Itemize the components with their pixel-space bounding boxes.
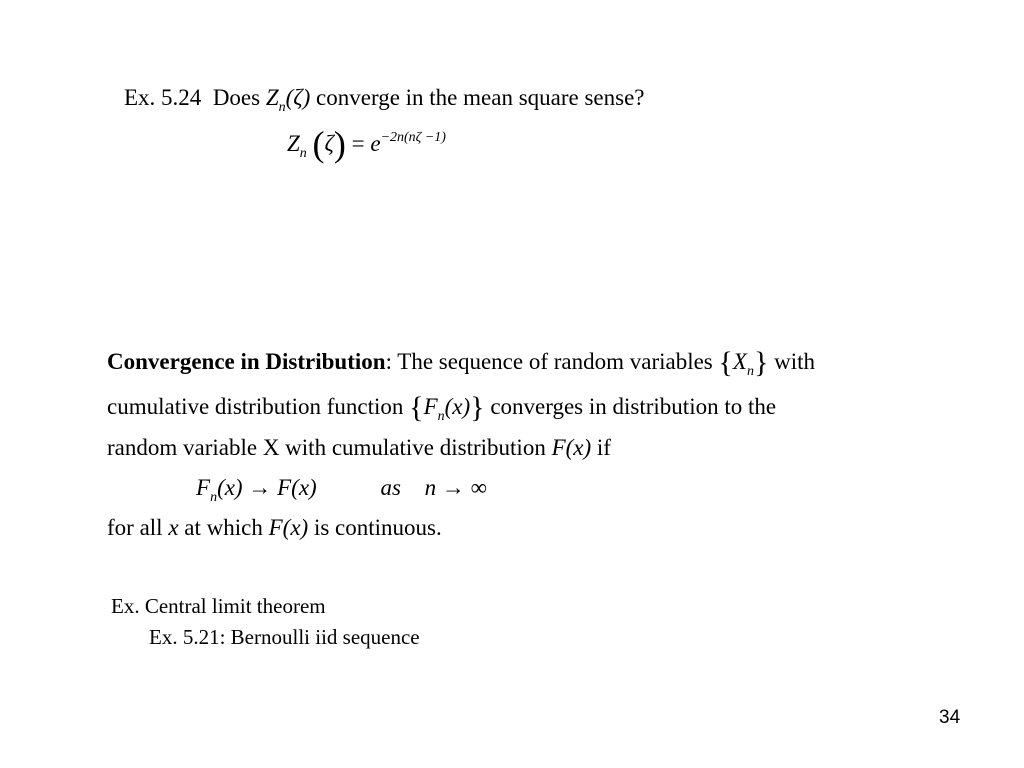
line5-f: F [268, 515, 283, 540]
right-brace-2: } [470, 391, 485, 424]
limit-n-subscript: n [210, 490, 218, 505]
line2-text: cumulative distribution function [107, 394, 404, 419]
eq-left-paren: ( [312, 124, 325, 164]
z-symbol: Z [265, 85, 279, 110]
fn-f: F [423, 394, 438, 419]
line3-f: F [551, 435, 566, 460]
page-number: 34 [939, 707, 961, 728]
eq-z: Z [287, 131, 300, 156]
xn-x: X [732, 349, 747, 374]
definition-line-3 [107, 436, 611, 459]
with-text: with [774, 349, 816, 374]
line5-x: x [168, 515, 179, 540]
line5-arg: (x) [282, 515, 309, 540]
question-rest: converge in the mean square sense? [316, 85, 645, 110]
limit-F: F [277, 475, 292, 500]
example-label: Ex. 5.24 [124, 85, 202, 110]
fn-arg: (x) [444, 394, 471, 419]
definition-line-2 [107, 391, 777, 424]
limit-arg2: (x) [291, 475, 317, 500]
line3-if: if [596, 435, 611, 460]
example-clt: Ex. Central limit theorem [111, 594, 326, 618]
n-subscript: n [278, 100, 286, 115]
limit-arrow: → [248, 475, 272, 500]
example-524-question [124, 85, 645, 115]
eq-equals: = [351, 131, 365, 156]
line3-text: random variable X with cumulative distribution [107, 435, 546, 460]
limit-arg: (x) [217, 475, 243, 500]
limit-arrow2: → [441, 475, 465, 500]
line3-arg: (x) [565, 435, 592, 460]
limit-statement [196, 475, 488, 505]
definition-intro: : The sequence of random variables [385, 349, 713, 374]
for-all-text: for all [107, 515, 163, 540]
line2-rest: converges in distribution to the [490, 394, 777, 419]
xn-subscript: n [746, 364, 754, 379]
does-text: Does [212, 85, 261, 110]
eq-exponent: −2n(nζ −1) [380, 130, 446, 145]
limit-fn: F [196, 475, 211, 500]
example-bernoulli: Ex. 5.21: Bernoulli iid sequence [149, 625, 420, 649]
limit-as: as [380, 475, 401, 500]
line5-rest: is continuous. [313, 515, 442, 540]
at-which-text: at which [184, 515, 263, 540]
zn-equation [287, 124, 446, 164]
definition-line-5 [107, 516, 442, 539]
right-brace: } [753, 346, 769, 379]
left-brace-2: { [409, 391, 424, 424]
limit-infinity: ∞ [470, 475, 488, 500]
definition-line-1 [107, 346, 816, 379]
zeta-argument: (ζ) [285, 85, 311, 110]
eq-right-paren: ) [333, 124, 346, 164]
eq-zeta: ζ [324, 131, 334, 156]
limit-n2: n [424, 475, 437, 500]
definition-term: Convergence in Distribution [107, 349, 386, 374]
fn-subscript: n [437, 409, 445, 424]
eq-n-subscript: n [299, 146, 307, 161]
left-brace: { [718, 346, 733, 379]
eq-base-e: e [370, 131, 381, 156]
